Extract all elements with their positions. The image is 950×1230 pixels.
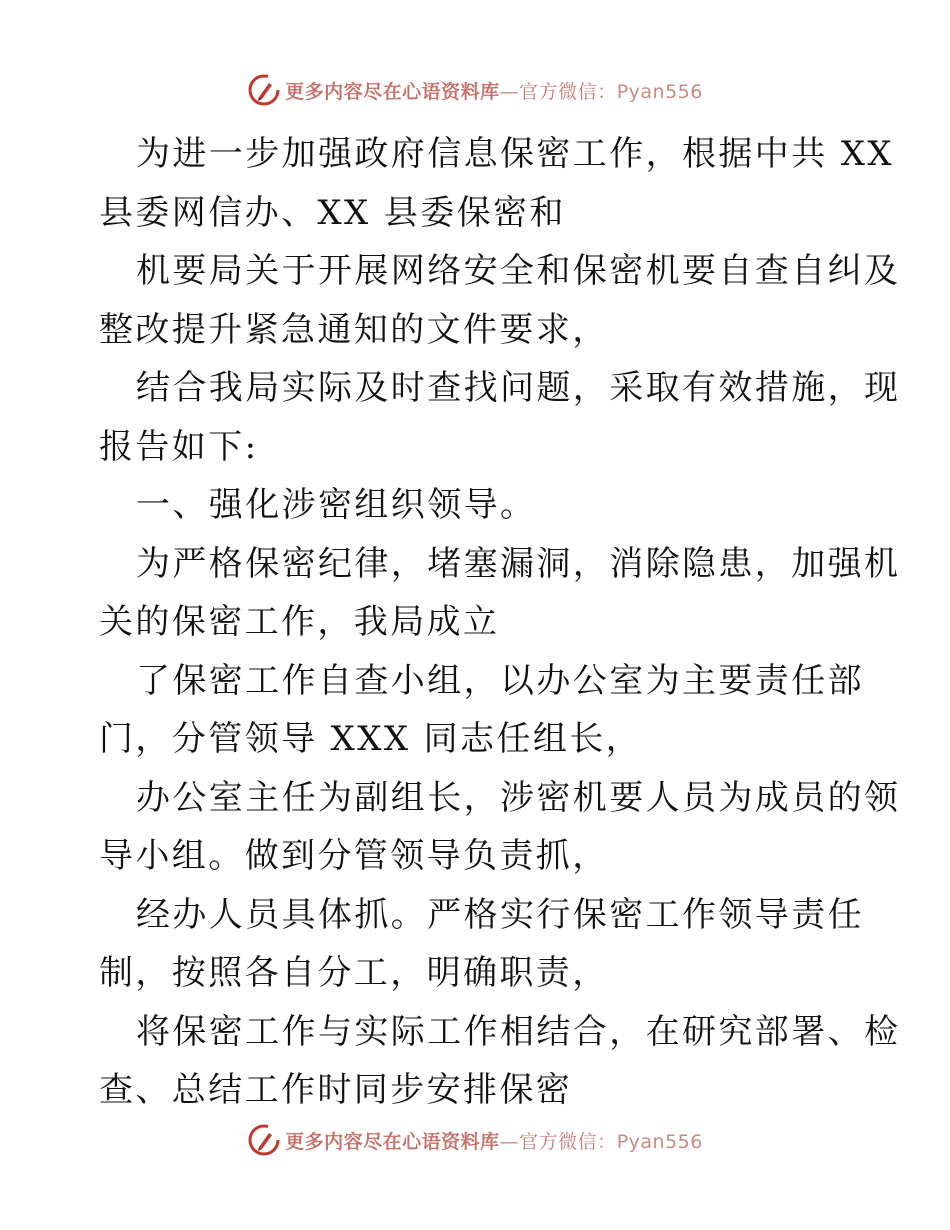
pen-logo-icon <box>247 1123 281 1157</box>
text-line: 机要局关于开展网络安全和保密机要自查自纠及 <box>136 251 901 291</box>
text-line: 查、总结工作时同步安排保密 <box>99 1070 573 1110</box>
text-line: 制，按照各自分工，明确职责， <box>99 953 609 993</box>
section-heading: 一、强化涉密组织领导。 <box>136 485 537 525</box>
text-line: 经办人员具体抓。严格实行保密工作领导责任 <box>136 894 864 935</box>
text-line: 为严格保密纪律，堵塞漏洞，消除隐患，加强机 <box>136 543 901 584</box>
watermark-label: 官方微信： <box>519 1130 617 1153</box>
watermark-account: Pyan556 <box>616 80 703 103</box>
text-line: 县委网信办、XX 县委保密和 <box>99 192 566 233</box>
text-line: 导小组。做到分管领导负责抓， <box>99 836 609 876</box>
text-line: 报告如下: <box>99 426 259 467</box>
watermark-main-text: 更多内容尽在心语资料库 <box>285 80 500 103</box>
header-watermark <box>0 70 950 110</box>
text-line: 结合我局实际及时查找问题，采取有效措施，现 <box>136 368 901 408</box>
footer-watermark <box>0 1120 950 1160</box>
text-line: 将保密工作与实际工作相结合，在研究部署、检 <box>136 1011 901 1052</box>
watermark-main-text: 更多内容尽在心语资料库 <box>285 1130 500 1153</box>
document-body <box>99 125 901 1120</box>
text-line: 办公室主任为副组长，涉密机要人员为成员的领 <box>136 777 901 818</box>
text-line: 关的保密工作，我局成立 <box>99 602 500 642</box>
watermark-account: Pyan556 <box>616 1130 703 1153</box>
pen-logo-icon <box>247 73 281 107</box>
text-line: 为进一步加强政府信息保密工作，根据中共 XX <box>136 134 895 174</box>
text-line: 门，分管领导 XXX 同志任组长， <box>99 719 643 759</box>
watermark-label: 官方微信： <box>519 80 617 103</box>
text-line: 整改提升紧急通知的文件要求， <box>99 309 609 350</box>
watermark-separator: — <box>499 1130 520 1153</box>
text-line: 了保密工作自查小组，以办公室为主要责任部 <box>136 660 864 701</box>
watermark-separator: — <box>499 80 520 103</box>
